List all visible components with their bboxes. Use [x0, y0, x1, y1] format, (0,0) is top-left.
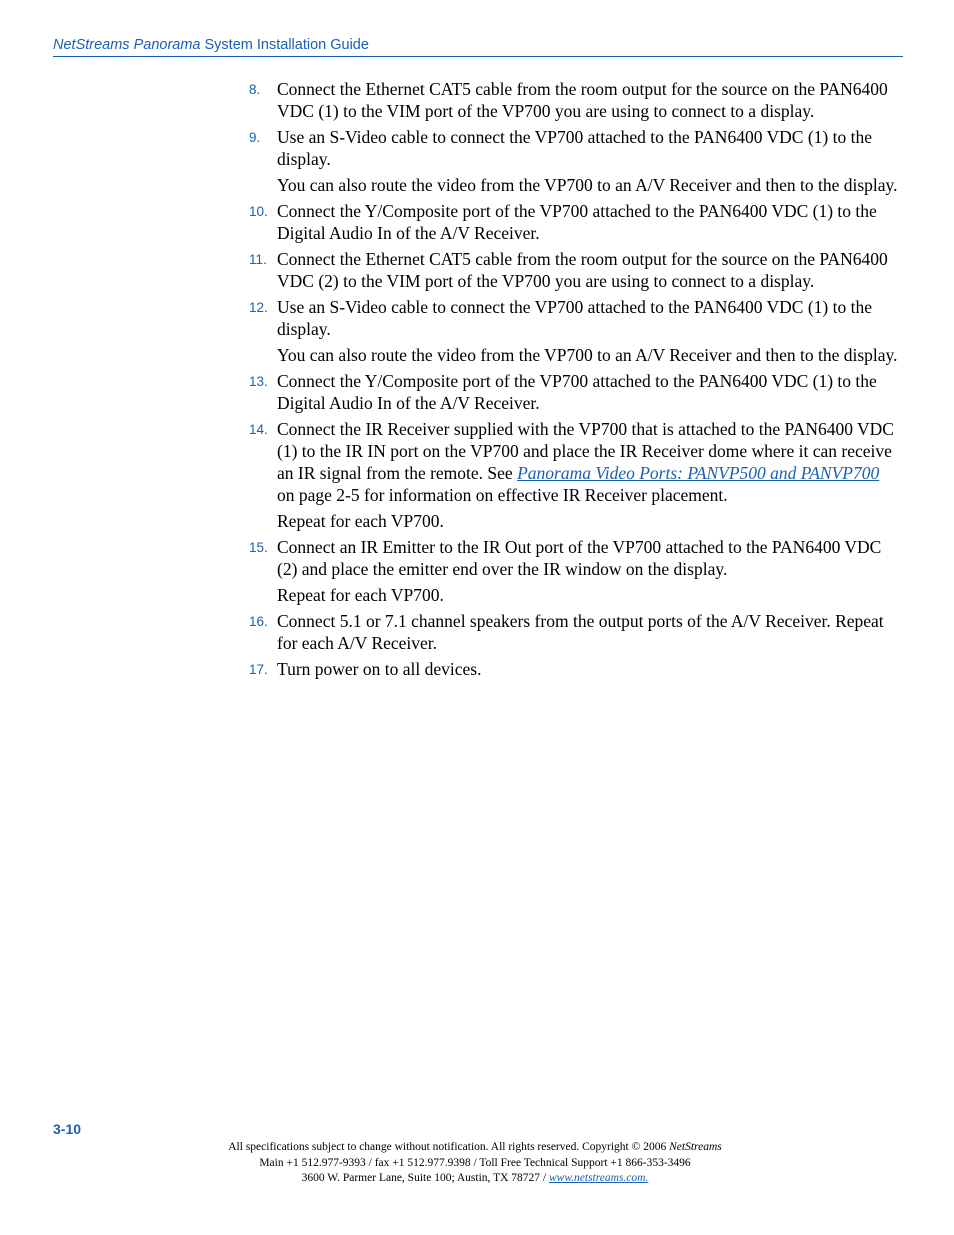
step-text: Connect the Ethernet CAT5 cable from the room output for the source on the PAN6400 VDC (1) to the VIM port of the VP700 you are using to connect to a display. [277, 79, 888, 121]
step-text: Connect an IR Emitter to the IR Out port of the VP700 attached to the PAN6400 VDC (2) and place the emitter end over the IR window on the display. [277, 537, 882, 579]
footer-brand: NetStreams [669, 1141, 722, 1153]
step-number: 12. [249, 300, 268, 315]
step-number: 15. [249, 540, 268, 555]
step-number: 9. [249, 130, 261, 145]
step-text-after: on page 2-5 for information on effective IR Receiver placement. [277, 485, 728, 505]
step-text: Connect the Y/Composite port of the VP700 attached to the PAN6400 VDC (1) to the Digital Audio In of the A/V Receiver. [277, 201, 877, 243]
step-text-before: Connect the IR Receiver supplied with the VP700 that is attached to the PAN6400 VDC (1) to the IR IN port on the VP700 and place the IR Receiver dome where it can receive an IR signal from the remote. See [277, 419, 894, 483]
step-text: Connect 5.1 or 7.1 channel speakers from the output ports of the A/V Receiver. Repeat for each A/V Receiver. [277, 611, 884, 653]
step-12 [249, 296, 899, 340]
step-text: Connect the Y/Composite port of the VP700 attached to the PAN6400 VDC (1) to the Digital Audio In of the A/V Receiver. [277, 371, 877, 413]
page-footer [150, 1140, 800, 1187]
step-15 [249, 536, 899, 580]
step-number: 14. [249, 422, 268, 437]
page-header [53, 37, 903, 57]
cross-reference-link[interactable]: Panorama Video Ports: PANVP500 and PANVP700 [517, 463, 880, 483]
step-17 [249, 658, 899, 680]
step-13 [249, 370, 899, 414]
footer-address: 3600 W. Parmer Lane, Suite 100; Austin, TX 78727 / [301, 1172, 549, 1184]
step-number: 13. [249, 374, 268, 389]
step-14-note: Repeat for each VP700. [277, 511, 444, 531]
step-9 [249, 126, 899, 170]
step-8 [249, 78, 899, 122]
step-number: 16. [249, 614, 268, 629]
step-14 [249, 418, 899, 506]
step-11 [249, 248, 899, 292]
instruction-list [249, 78, 899, 684]
step-9-note: You can also route the video from the VP700 to an A/V Receiver and then to the display. [277, 175, 898, 195]
step-number: 10. [249, 204, 268, 219]
header-title: System Installation Guide [200, 37, 369, 53]
footer-line-1 [150, 1140, 800, 1156]
step-text: Connect the Ethernet CAT5 cable from the room output for the source on the PAN6400 VDC (2) to the VIM port of the VP700 you are using to connect to a display. [277, 249, 888, 291]
step-10 [249, 200, 899, 244]
step-text: Use an S-Video cable to connect the VP700 attached to the PAN6400 VDC (1) to the display. [277, 297, 872, 339]
page-number: 3-10 [53, 1121, 82, 1137]
header-brand: NetStreams Panorama [53, 37, 201, 53]
step-number: 8. [249, 82, 261, 97]
step-16 [249, 610, 899, 654]
step-15-note: Repeat for each VP700. [277, 585, 444, 605]
step-text: Use an S-Video cable to connect the VP700 attached to the PAN6400 VDC (1) to the display. [277, 127, 872, 169]
website-link[interactable]: www.netstreams.com. [549, 1172, 649, 1184]
footer-line-3 [150, 1171, 800, 1187]
step-text: Turn power on to all devices. [277, 659, 482, 679]
step-number: 11. [249, 252, 267, 267]
footer-line-2: Main +1 512.977-9393 / fax +1 512.977.9398 / Toll Free Technical Support +1 866-353-3496 [259, 1156, 691, 1169]
footer-copyright: All specifications subject to change without notification. All rights reserved. Copyright © 2006 [228, 1141, 670, 1153]
step-12-note: You can also route the video from the VP700 to an A/V Receiver and then to the display. [277, 345, 898, 365]
step-number: 17. [249, 662, 268, 677]
